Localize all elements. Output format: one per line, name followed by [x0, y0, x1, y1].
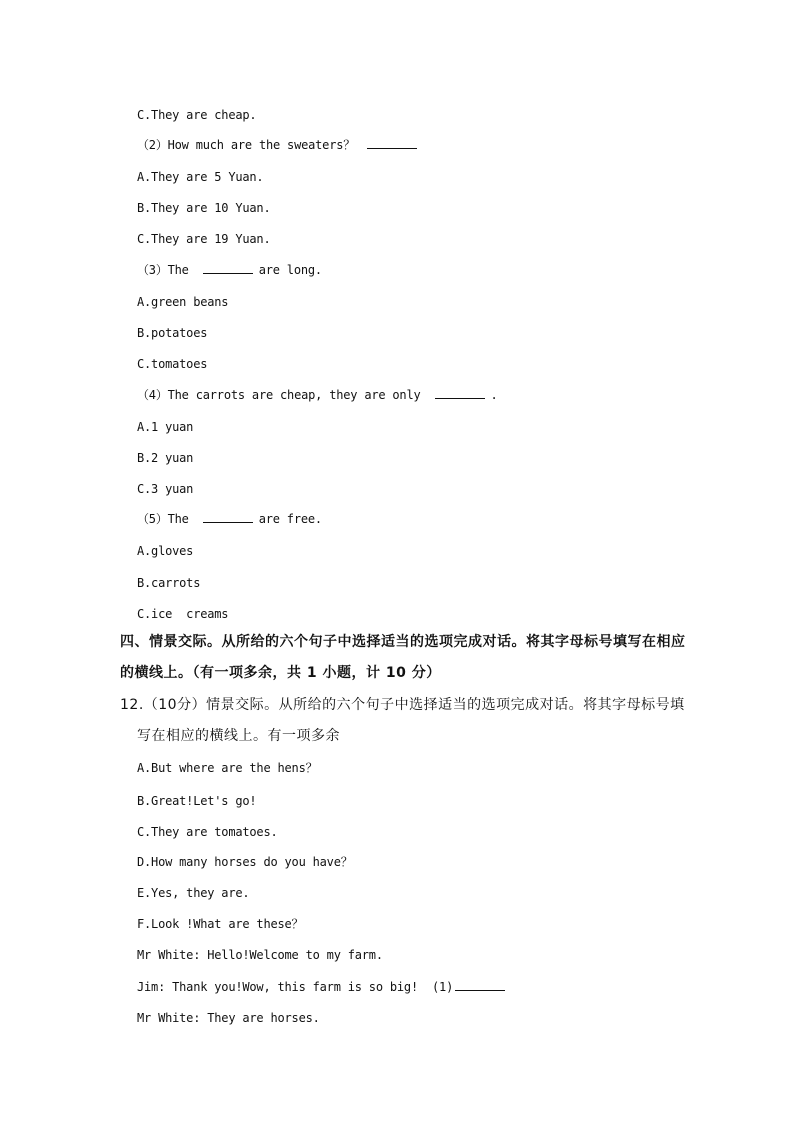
- q12-stem: 12.（10分）情景交际。从所给的六个句子中选择适当的选项完成对话。将其字母标号填: [120, 697, 685, 713]
- question-text: （5）The: [137, 512, 189, 526]
- answer-blank[interactable]: [455, 978, 505, 991]
- q11-5-option-a: A.gloves: [137, 544, 194, 558]
- section-heading-cont: 的横线上。（有一项多余，共 1 小题，计 10 分）: [120, 665, 441, 681]
- q11-4-option-c: C.3 yuan: [137, 482, 194, 496]
- q12-option-d: D.How many horses do you have？: [137, 855, 353, 869]
- q11-2-option-a: A.They are 5 Yuan.: [137, 170, 264, 184]
- answer-blank[interactable]: [435, 386, 485, 399]
- q12-option-e: E.Yes, they are.: [137, 886, 250, 900]
- q11-5-question: [137, 510, 322, 527]
- q12-option-b: B.Great!Let's go!: [137, 794, 257, 808]
- dialog-line-1: Mr White: Hello!Welcome to my farm.: [137, 948, 383, 962]
- answer-blank[interactable]: [203, 261, 253, 274]
- q11-3-option-c: C.tomatoes: [137, 357, 208, 371]
- question-text: are long.: [258, 263, 322, 277]
- question-text: （2）How much are the sweaters？: [137, 138, 356, 152]
- q11-5-option-c: C.ice creams: [137, 607, 229, 621]
- answer-blank[interactable]: [367, 136, 417, 149]
- question-text: （4）The carrots are cheap, they are only: [137, 388, 421, 402]
- q11-3-question: [137, 261, 322, 278]
- q11-4-option-b: B.2 yuan: [137, 451, 194, 465]
- dialog-line-2: [137, 978, 507, 995]
- q11-2-question: [137, 136, 419, 153]
- q11-5-option-b: B.carrots: [137, 576, 201, 590]
- q12-option-c: C.They are tomatoes.: [137, 825, 278, 839]
- question-text: （3）The: [137, 263, 189, 277]
- dialog-line-3: Mr White: They are horses.: [137, 1011, 320, 1025]
- q11-2-option-c: C.They are 19 Yuan.: [137, 232, 271, 246]
- q11-2-option-b: B.They are 10 Yuan.: [137, 201, 271, 215]
- q11-1-option-c: C.They are cheap.: [137, 108, 257, 122]
- dialog-text: Jim: Thank you!Wow, this farm is so big! (1): [137, 980, 454, 994]
- q11-4-question: [137, 386, 498, 403]
- section-heading: 四、情景交际。从所给的六个句子中选择适当的选项完成对话。将其字母标号填写在相应: [120, 634, 686, 650]
- q12-stem-cont: 写在相应的横线上。有一项多余: [137, 728, 340, 744]
- question-text: .: [490, 388, 498, 402]
- q12-option-f: F.Look !What are these？: [137, 917, 304, 931]
- question-text: are free.: [258, 512, 322, 526]
- q11-3-option-a: A.green beans: [137, 295, 229, 309]
- q11-3-option-b: B.potatoes: [137, 326, 208, 340]
- q12-option-a: A.But where are the hens？: [137, 761, 318, 775]
- answer-blank[interactable]: [203, 510, 253, 523]
- q11-4-option-a: A.1 yuan: [137, 420, 194, 434]
